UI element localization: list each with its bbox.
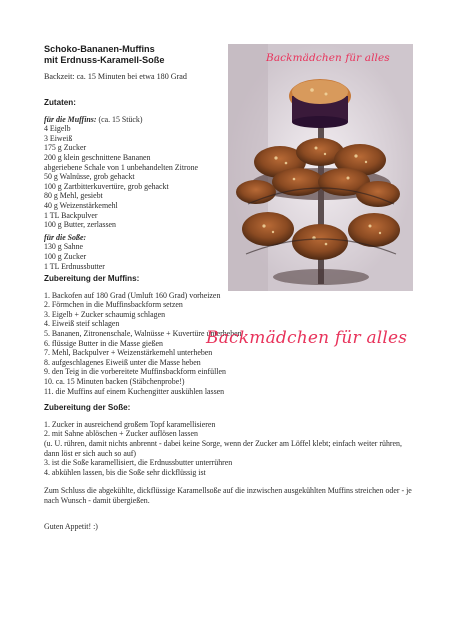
recipe-body xyxy=(44,98,434,531)
ingredient-item: 100 g Zucker xyxy=(44,251,87,261)
ingredient-item: 130 g Sahne xyxy=(44,242,84,252)
prep-step: 1. Zucker in ausreichend großem Topf karamellisieren xyxy=(44,419,216,429)
prep-step: 3. Eigelb + Zucker schaumig schlagen xyxy=(44,309,166,319)
prep-step: 5. Bananen, Zitronenschale, Walnüsse + Kuvertüre unterheben xyxy=(44,329,242,339)
muffins-ingredients-label: für die Muffins: (ca. 15 Stück) xyxy=(44,114,143,124)
prep-step: 4. abkühlen lassen, bis die Soße sehr dickflüssig ist xyxy=(44,467,206,477)
prep-step: 9. den Teig in die vorbereitete Muffinsbackform einfüllen xyxy=(44,367,226,377)
ingredient-item: 50 g Walnüsse, grob gehackt xyxy=(44,172,135,182)
title-line-2: mit Erdnuss-Karamell-Soße xyxy=(44,55,165,65)
prep-sauce-heading: Zubereitung der Soße: xyxy=(44,403,131,413)
prep-step: 8. aufgeschlagenes Eiweiß unter die Masse heben xyxy=(44,357,201,367)
sauce-ingredients-label: für die Soße: xyxy=(44,232,87,242)
prep-note: (u. U. rühren, damit nichts anbrennt - dabei keine Sorge, wenn der Zucker am Löffel klebt; einfach weiter rühren, dann löst er sich auch so auf) xyxy=(44,439,402,458)
prep-step: 1. Backofen auf 180 Grad (Umluft 160 Grad) vorheizen xyxy=(44,290,221,300)
bake-time: Backzeit: ca. 15 Minuten bei etwa 180 Grad xyxy=(44,72,187,81)
prep-step: 7. Mehl, Backpulver + Weizenstärkemehl unterheben xyxy=(44,348,213,358)
prep-step: 10. ca. 15 Minuten backen (Stäbchenprobe!) xyxy=(44,377,185,387)
photo-watermark: Backmädchen für alles xyxy=(266,52,390,64)
ingredient-item: 100 g Butter, zerlassen xyxy=(44,220,116,230)
recipe-title xyxy=(44,44,165,66)
prep-step: 2. Förmchen in die Muffinsbackform setzen xyxy=(44,300,183,310)
prep-step: 2. mit Sahne ablöschen + Zucker auflösen lassen xyxy=(44,429,198,439)
ingredient-item: 40 g Weizenstärkemehl xyxy=(44,200,118,210)
prep-step: 6. flüssige Butter in die Masse gießen xyxy=(44,338,163,348)
ingredient-item: 100 g Zartbitterkuvertüre, grob gehackt xyxy=(44,181,169,191)
ingredient-item: 3 Eiweiß xyxy=(44,133,73,143)
ingredients-heading: Zutaten: xyxy=(44,98,76,107)
prep-step: 11. die Muffins auf einem Kuchengitter auskühlen lassen xyxy=(44,386,225,396)
page-watermark: Backmädchen für alles xyxy=(206,328,408,348)
finish-text: Zum Schluss die abgekühlte, dickflüssige Karamellsoße auf die inzwischen ausgekühlten Muffins streichen oder - je nach Wunsch - damit übergießen. xyxy=(44,486,412,505)
ingredient-item: 175 g Zucker xyxy=(44,143,87,153)
ingredient-item: 80 g Mehl, gesiebt xyxy=(44,191,103,201)
ingredient-item: abgeriebene Schale von 1 unbehandelten Zitrone xyxy=(44,162,199,172)
prep-step: 4. Eiweiß steif schlagen xyxy=(44,319,120,329)
ingredient-item: 1 TL Erdnussbutter xyxy=(44,261,105,271)
prep-muffins-heading: Zubereitung der Muffins: xyxy=(44,274,140,284)
prep-step: 3. ist die Soße karamellisiert, die Erdnussbutter unterrühren xyxy=(44,458,233,468)
ingredient-item: 1 TL Backpulver xyxy=(44,210,98,220)
title-line-1: Schoko-Bananen-Muffins xyxy=(44,44,155,54)
ingredient-item: 200 g klein geschnittene Bananen xyxy=(44,152,151,162)
closing-text: Guten Appetit! :) xyxy=(44,521,98,531)
ingredient-item: 4 Eigelb xyxy=(44,124,71,134)
